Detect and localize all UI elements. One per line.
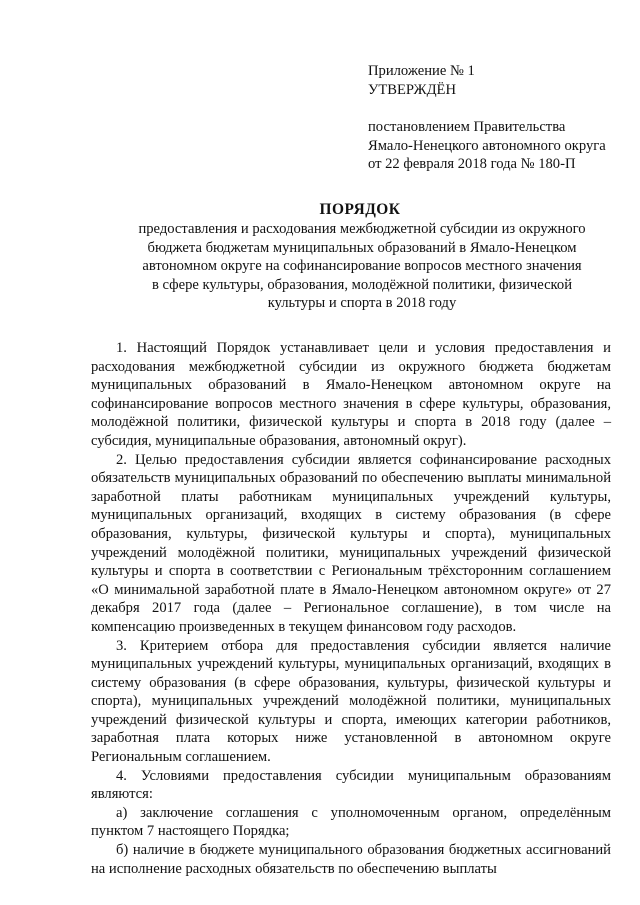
paragraph-4b: б) наличие в бюджете муниципального образования бюджетных ассигнований на исполнение расходных обязательств по обеспечению выплаты [91,842,611,877]
appendix-header [368,62,628,99]
subtitle-line: автономном округе на софинансирование вопросов местного значения [142,258,582,275]
decree-line: Ямало-Ненецкого автономного округа [368,137,606,154]
approved-label: УТВЕРЖДЁН [368,81,456,98]
paragraph-2: 2. Целью предоставления субсидии является софинансирование расходных обязательств муниципальных образований по обеспечению выплаты минимальной заработной платы работникам муниципальных учреждений культуры, муниципальных организаций, входящих в систему образования (в сфере образования, культуры, физической культуры и спорта), муниципальных учреждений молодёжной политики, муниципальных учреждений физической культуры и спорта в соответствии с Региональным трёхсторонним соглашением «О минимальной заработной плате в Ямало-Ненецком автономном округе» от 27 декабря 2017 года (далее – Региональное соглашение), в том числе на компенсацию произведенных в текущем финансовом году расходов. [91,451,611,635]
decree-reference [368,118,628,174]
paragraph-3: 3. Критерием отбора для предоставления субсидии является наличие муниципальных учреждений культуры, муниципальных организаций, входящих в систему образования (в сфере образования, культуры, физической культуры и спорта), муниципальных учреждений молодёжной политики, муниципальных учреждений физической культуры и спорта, имеющих категории работников, заработная плата которых ниже установленной в автономном округе Региональным соглашением. [91,637,611,766]
subtitle-line: бюджета бюджетам муниципальных образований в Ямало-Ненецком [147,239,577,256]
appendix-number: Приложение № 1 [368,63,475,79]
decree-line: постановлением Правительства [368,119,566,135]
document-body [91,339,611,878]
subtitle-line: предоставления и расходования межбюджетной субсидии из окружного [138,221,586,237]
subtitle-line: в сфере культуры, образования, молодёжной политики, физической [151,276,573,293]
paragraph-4: 4. Условиями предоставления субсидии муниципальным образованиям являются: [91,767,611,803]
decree-line: от 22 февраля 2018 года № 180-П [368,156,576,173]
subtitle-line: культуры и спорта в 2018 году [267,295,457,312]
paragraph-1: 1. Настоящий Порядок устанавливает цели и условия предоставления и расходования межбюджетной субсидии из окружного бюджета бюджетам муниципальных образований в Ямало-Ненецком автономном округе на софинансирование вопросов местного значения в сфере культуры, образования, молодёжной политики, физической культуры и спорта в 2018 году (далее – субсидия, муниципальные образования, автономный округ). [91,340,611,449]
document-subtitle [112,220,612,313]
paragraph-4a: а) заключение соглашения с уполномоченным органом, определённым пунктом 7 настоящего Порядка; [91,804,611,840]
document-title: ПОРЯДОК [319,201,401,218]
